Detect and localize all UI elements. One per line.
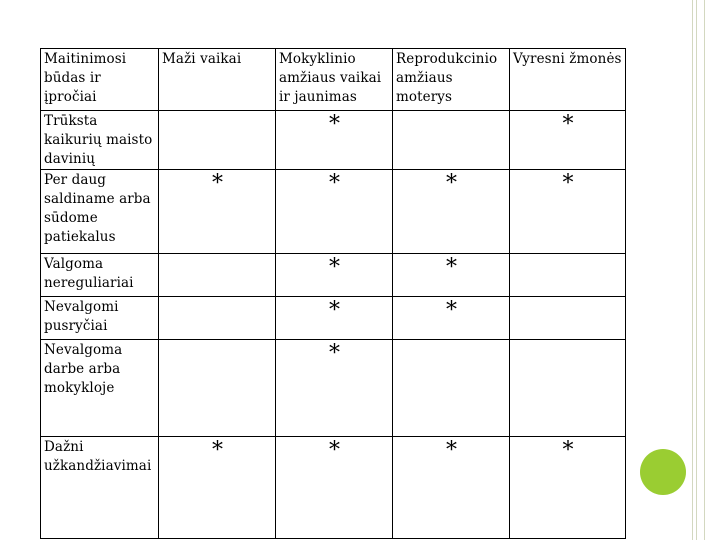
header-cell-school-age-youth: Mokyklinio amžiaus vaikai ir jaunimas — [276, 49, 393, 111]
mark-cell: * — [159, 437, 276, 539]
mark-cell: * — [393, 170, 510, 254]
mark-cell: * — [276, 340, 393, 437]
mark-cell — [510, 254, 626, 297]
nutrition-habits-table — [40, 48, 626, 539]
mark-cell: * — [393, 437, 510, 539]
mark-cell: * — [393, 254, 510, 297]
mark-cell: * — [510, 170, 626, 254]
table-row — [41, 340, 626, 437]
mark-cell — [159, 111, 276, 170]
mark-cell — [159, 297, 276, 340]
decorative-green-circle — [640, 449, 686, 495]
table-row — [41, 170, 626, 254]
mark-cell: * — [276, 297, 393, 340]
header-cell-older-people: Vyresni žmonės — [510, 49, 626, 111]
mark-cell — [159, 340, 276, 437]
header-cell-young-children: Maži vaikai — [159, 49, 276, 111]
row-label: Nevalgoma darbe arba mokykloje — [41, 340, 159, 437]
mark-cell: * — [510, 111, 626, 170]
table-header-row — [41, 49, 626, 111]
header-cell-reproductive-age-women: Reprodukcinio amžiaus moterys — [393, 49, 510, 111]
mark-cell — [510, 340, 626, 437]
table-row — [41, 254, 626, 297]
mark-cell: * — [276, 170, 393, 254]
table-row — [41, 297, 626, 340]
row-label: Dažni užkandžiavimai — [41, 437, 159, 539]
mark-cell — [393, 111, 510, 170]
table-row — [41, 437, 626, 539]
row-label: Trūksta kaikurių maisto davinių — [41, 111, 159, 170]
mark-cell: * — [393, 297, 510, 340]
header-cell-eating-habits: Maitinimosi būdas ir įpročiai — [41, 49, 159, 111]
row-label: Valgoma nereguliariai — [41, 254, 159, 297]
mark-cell: * — [276, 437, 393, 539]
mark-cell: * — [159, 170, 276, 254]
decorative-border-line — [696, 0, 697, 540]
row-label: Nevalgomi pusryčiai — [41, 297, 159, 340]
row-label: Per daug saldiname arba sūdome patiekalus — [41, 170, 159, 254]
mark-cell: * — [276, 111, 393, 170]
mark-cell — [510, 297, 626, 340]
mark-cell: * — [276, 254, 393, 297]
mark-cell — [159, 254, 276, 297]
mark-cell: * — [510, 437, 626, 539]
table-row — [41, 111, 626, 170]
decorative-border-line — [704, 0, 705, 540]
decorative-border-line — [692, 0, 693, 540]
mark-cell — [393, 340, 510, 437]
